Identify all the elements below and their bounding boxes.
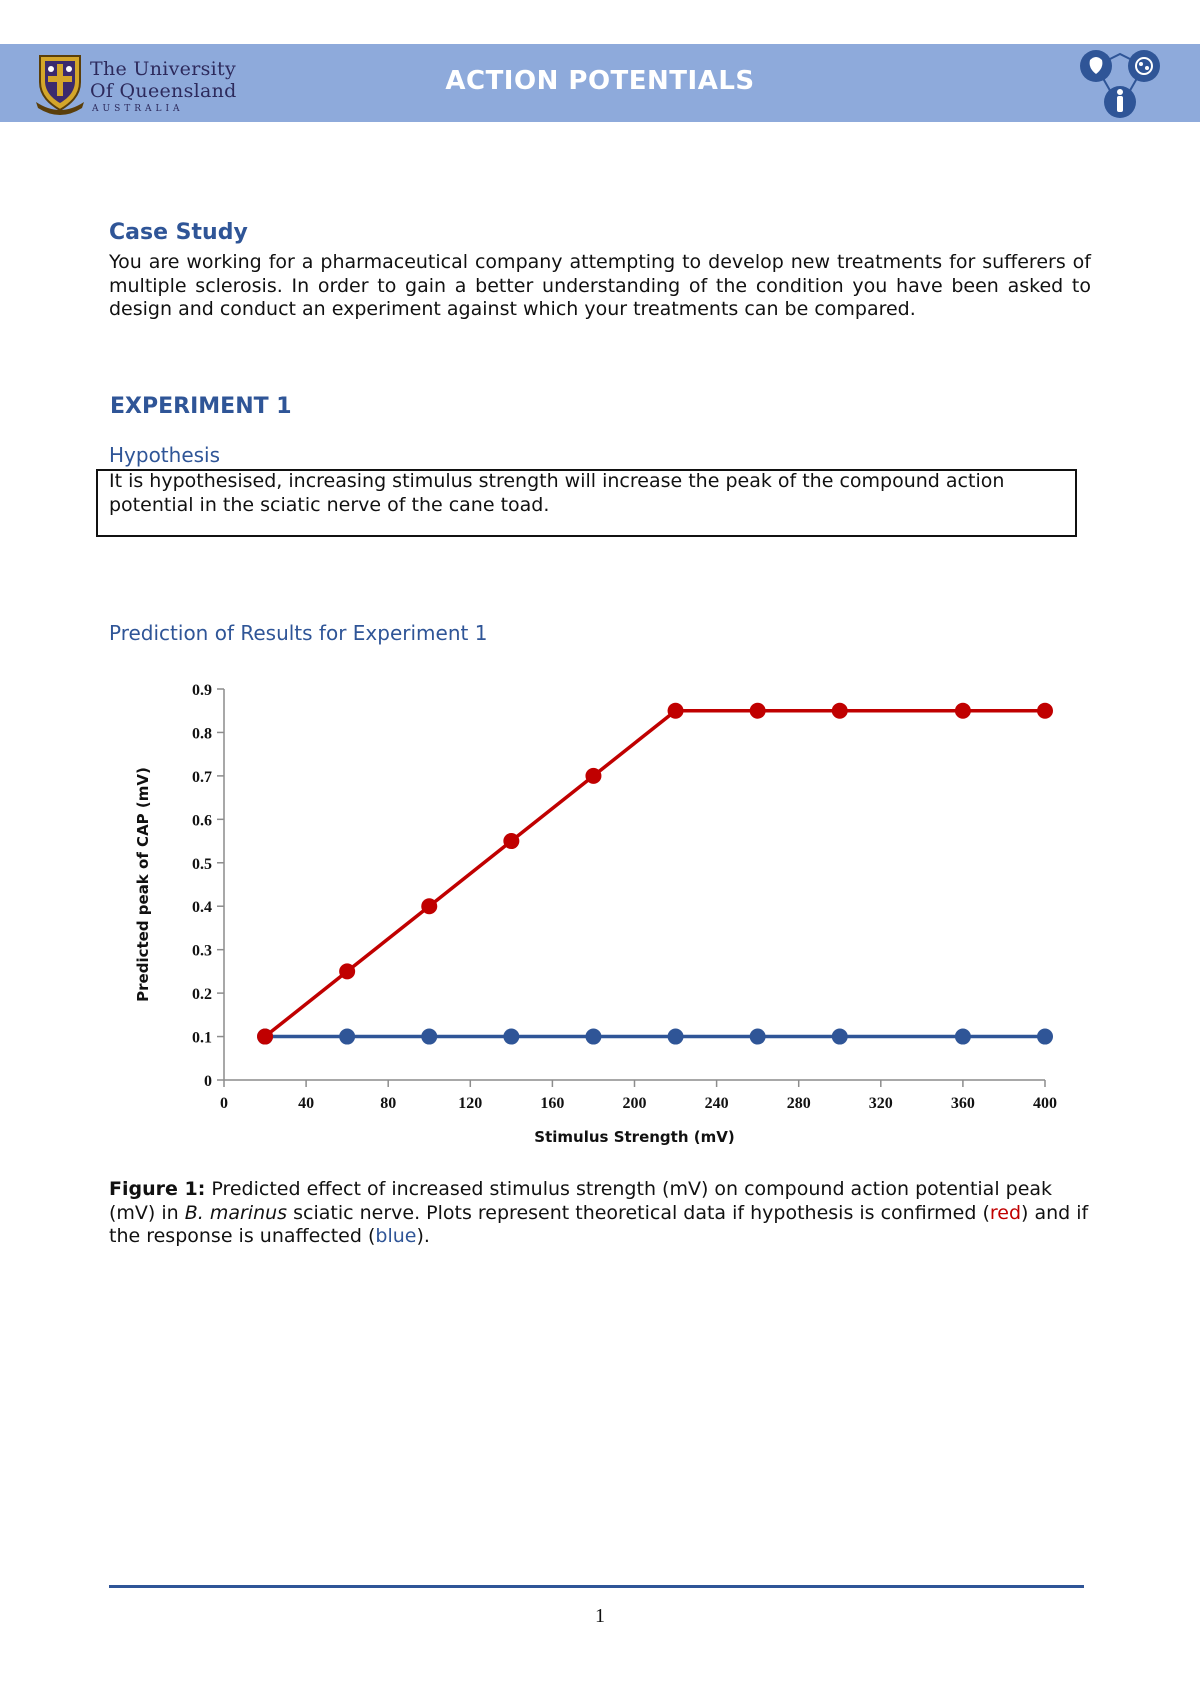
data-point-red — [668, 703, 684, 719]
chart-series — [257, 703, 1053, 1045]
series-line-red — [265, 711, 1045, 1037]
data-point-red — [421, 898, 437, 914]
y-tick-label: 0.9 — [192, 682, 212, 699]
data-point-red — [257, 1029, 273, 1045]
document-title: ACTION POTENTIALS — [445, 66, 755, 96]
hypothesis-heading: Hypothesis — [109, 443, 221, 467]
chart-axes — [192, 682, 1057, 1112]
data-point-red — [750, 703, 766, 719]
y-tick-label: 0 — [204, 1073, 212, 1090]
data-point-blue — [750, 1029, 766, 1045]
caption-text-b: sciatic nerve. Plots represent theoretical data if hypothesis is confirmed ( — [287, 1201, 990, 1224]
page-number: 1 — [595, 1605, 605, 1627]
x-axis-label: Stimulus Strength (mV) — [534, 1128, 735, 1146]
data-point-blue — [832, 1029, 848, 1045]
data-point-blue — [668, 1029, 684, 1045]
university-name-line1: The University — [90, 58, 236, 80]
caption-species: B. marinus — [184, 1201, 288, 1224]
caption-text-c: ) and if the response is unaffected ( — [109, 1201, 1089, 1247]
data-point-blue — [421, 1029, 437, 1045]
x-tick-label: 0 — [220, 1095, 228, 1112]
data-point-red — [832, 703, 848, 719]
x-tick-label: 400 — [1033, 1095, 1057, 1112]
caption-blue-word: blue — [375, 1225, 417, 1247]
x-tick-label: 240 — [704, 1095, 729, 1112]
caption-text-d: ). — [416, 1225, 430, 1247]
y-tick-label: 0.5 — [192, 855, 212, 873]
y-tick-label: 0.3 — [192, 942, 212, 960]
y-axis-label: Predicted peak of CAP (mV) — [134, 767, 152, 1002]
data-point-red — [585, 768, 601, 784]
university-name-line2: Of Queensland — [90, 80, 237, 102]
figure-caption — [109, 1178, 1099, 1249]
data-point-red — [339, 963, 355, 979]
data-point-blue — [955, 1029, 971, 1045]
data-point-red — [1037, 703, 1053, 719]
x-tick-label: 200 — [622, 1095, 647, 1112]
y-tick-label: 0.4 — [192, 899, 212, 917]
y-tick-label: 0.8 — [192, 725, 212, 743]
x-tick-label: 280 — [786, 1095, 811, 1112]
x-tick-label: 360 — [950, 1095, 975, 1112]
data-point-red — [503, 833, 519, 849]
data-point-blue — [503, 1029, 519, 1045]
experiment-heading: EXPERIMENT 1 — [110, 394, 292, 419]
x-tick-label: 40 — [298, 1095, 315, 1112]
x-tick-label: 160 — [540, 1095, 565, 1112]
data-point-blue — [339, 1029, 355, 1045]
case-study-heading: Case Study — [109, 220, 248, 245]
y-tick-label: 0.2 — [192, 986, 212, 1004]
data-point-red — [955, 703, 971, 719]
footer-rule — [109, 1585, 1084, 1588]
data-point-blue — [1037, 1029, 1053, 1045]
y-tick-label: 0.7 — [192, 768, 212, 786]
data-point-blue — [585, 1029, 601, 1045]
caption-label: Figure 1: — [109, 1178, 206, 1200]
x-tick-label: 320 — [868, 1095, 893, 1112]
y-tick-label: 0.1 — [192, 1029, 212, 1047]
case-study-body: You are working for a pharmaceutical company attempting to develop new treatments for sufferers of multiple sclerosis. In order to gain a better understanding of the condition you have been asked to design and conduct an experiment against which your treatments can be compared. — [109, 251, 1091, 320]
caption-red-word: red — [989, 1201, 1022, 1224]
x-tick-label: 120 — [458, 1095, 483, 1112]
university-country: AUSTRALIA — [92, 104, 184, 114]
x-tick-label: 80 — [380, 1095, 397, 1112]
prediction-heading: Prediction of Results for Experiment 1 — [109, 621, 488, 645]
y-tick-label: 0.6 — [192, 812, 212, 830]
hypothesis-text: It is hypothesised, increasing stimulus strength will increase the peak of the compound action potential in the sciatic nerve of the cane toad. — [109, 470, 1005, 516]
caption-text-a: Predicted effect of increased stimulus strength (mV) on compound action potential peak (mV) in — [109, 1178, 1053, 1224]
